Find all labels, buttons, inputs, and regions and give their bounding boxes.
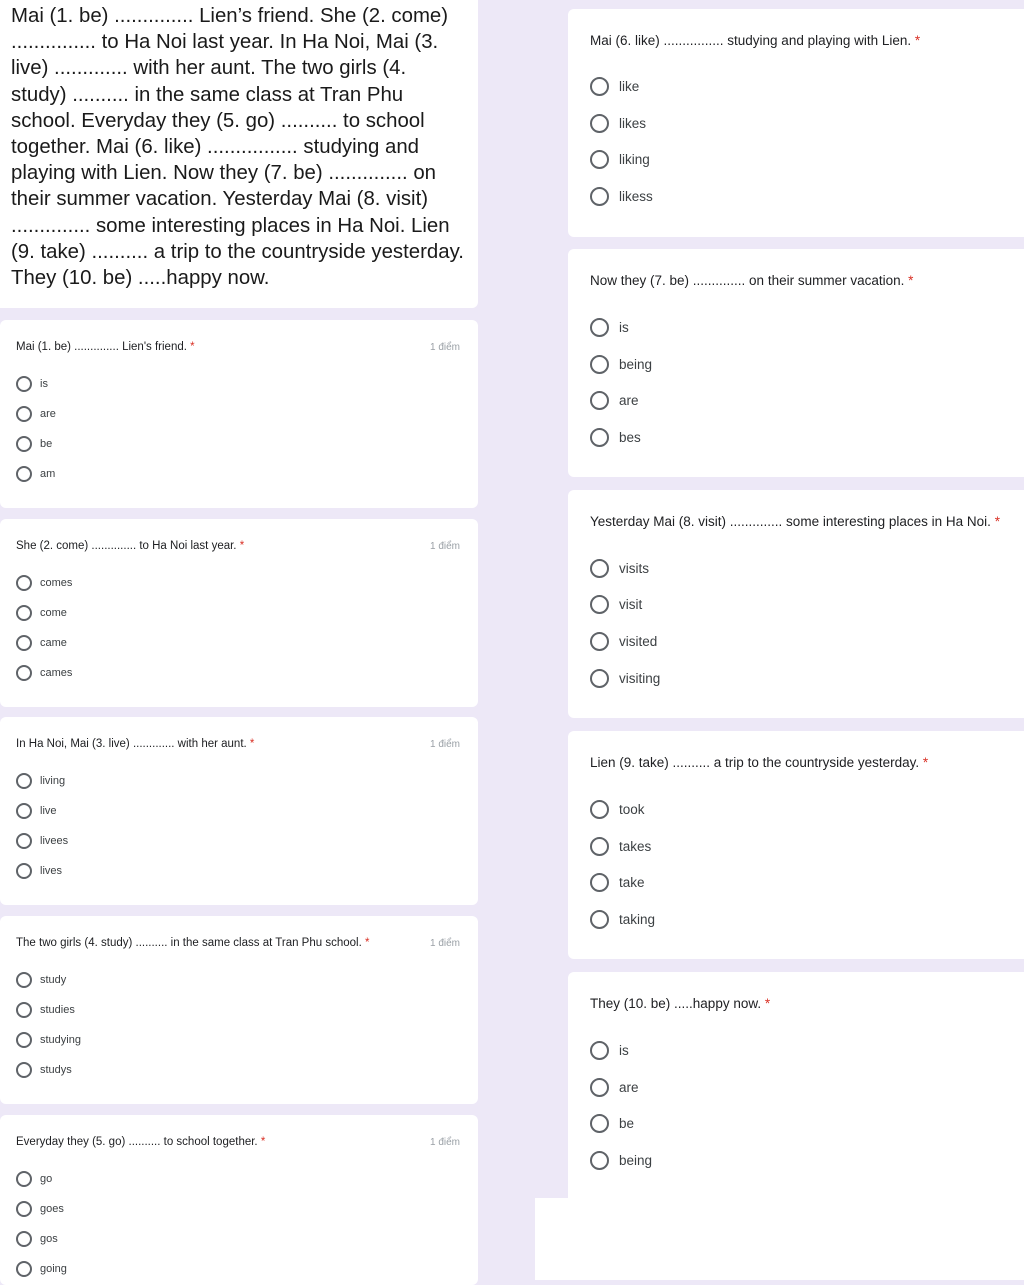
question-title: Mai (1. be) .............. Lien's friend. * [16,341,195,353]
radio-button[interactable] [16,635,32,651]
option-label: lives [40,865,63,877]
radio-button[interactable] [16,972,32,988]
radio-button[interactable] [590,114,609,133]
radio-button[interactable] [16,773,32,789]
radio-button[interactable] [590,187,609,206]
radio-button[interactable] [590,318,609,337]
radio-button[interactable] [590,595,609,614]
question-card-4 [0,916,478,1104]
option-goes[interactable] [16,1201,64,1217]
radio-button[interactable] [16,376,32,392]
question-title: Yesterday Mai (8. visit) .............. some interesting places in Ha Noi. * [590,514,1000,529]
option-study[interactable] [16,972,66,988]
radio-button[interactable] [590,1151,609,1170]
option-gos[interactable] [16,1231,58,1247]
option-label: be [619,1116,635,1131]
option-label: are [619,393,639,408]
option-going[interactable] [16,1261,67,1277]
points-label: 1 điểm [429,541,460,552]
option-visiting[interactable] [590,669,660,688]
option-label: likes [619,116,647,131]
question-card-6 [568,9,1024,237]
radio-button[interactable] [590,391,609,410]
option-be[interactable] [16,436,52,452]
required-asterisk: * [364,937,370,949]
option-being[interactable] [590,355,652,374]
option-label: live [40,805,57,817]
question-card-10 [568,972,1024,1198]
option-bes[interactable] [590,428,641,447]
points-label: 1 điểm [429,342,460,353]
radio-button[interactable] [16,436,32,452]
option-livees[interactable] [16,833,68,849]
option-studies[interactable] [16,1002,75,1018]
required-asterisk: * [994,514,1000,529]
option-is[interactable] [16,376,48,392]
right-column [568,0,1024,1280]
radio-button[interactable] [590,150,609,169]
option-label: are [40,408,56,420]
required-asterisk: * [922,755,929,770]
question-title: In Ha Noi, Mai (3. live) ............. with her aunt. * [16,738,255,750]
option-is[interactable] [590,1041,629,1060]
option-is[interactable] [590,318,629,337]
option-label: going [40,1263,67,1275]
option-label: likess [619,189,653,204]
option-take[interactable] [590,873,645,892]
option-label: take [619,875,645,890]
option-label: living [40,775,66,787]
radio-button[interactable] [16,605,32,621]
required-asterisk: * [914,33,921,48]
radio-button[interactable] [590,669,609,688]
option-being[interactable] [590,1151,652,1170]
option-label: liking [619,152,650,167]
option-visits[interactable] [590,559,649,578]
question-title: She (2. come) .............. to Ha Noi last year. * [16,540,245,552]
question-title: Everyday they (5. go) .......... to school together. * [16,1136,266,1148]
option-label: studies [40,1004,75,1016]
radio-button[interactable] [16,466,32,482]
option-came[interactable] [16,635,67,651]
radio-button[interactable] [590,910,609,929]
option-label: is [619,1043,629,1058]
option-label: cames [40,667,73,679]
option-are[interactable] [16,406,56,422]
radio-button[interactable] [590,1041,609,1060]
option-comes[interactable] [16,575,72,591]
option-label: study [40,974,67,986]
passage-text: Mai (1. be) .............. Lien’s friend. She (2. come) ............... to Ha Noi last year. In Ha Noi, Mai (3. live) ............. with her aunt. The two girls (4. study) .......... in the same class at Tran Phu school. Everyday they (5. go) .......... to school together. Mai (6. like) ................ studying and playing with Lien. Now they (7. be) .............. on their summer vacation. Yesterday Mai (8. visit) .............. some interesting places in Ha Noi. Lien (9. take) .......... a trip to the countryside yesterday. They (10. be) .....happy now. [0,0,478,308]
radio-button[interactable] [16,1032,32,1048]
radio-button[interactable] [590,355,609,374]
question-title: Lien (9. take) .......... a trip to the countryside yesterday. * [590,755,929,770]
required-asterisk: * [908,273,914,288]
option-visit[interactable] [590,595,642,614]
option-live[interactable] [16,803,57,819]
option-label: came [40,637,67,649]
option-label: visits [619,561,649,576]
radio-button[interactable] [590,559,609,578]
option-cames[interactable] [16,665,72,681]
radio-button[interactable] [590,632,609,651]
radio-button[interactable] [590,1078,609,1097]
question-card-1 [0,320,478,508]
question-title: Mai (6. like) ................ studying and playing with Lien. * [590,33,921,48]
radio-button[interactable] [16,803,32,819]
option-are[interactable] [590,391,639,410]
option-likes[interactable] [590,114,646,133]
radio-button[interactable] [590,800,609,819]
radio-button[interactable] [16,863,32,879]
left-column [0,0,478,1280]
points-label: 1 điểm [429,739,460,750]
option-go[interactable] [16,1171,52,1187]
option-label: are [619,1080,639,1095]
question-title: Now they (7. be) .............. on their summer vacation. * [590,273,914,288]
option-taking[interactable] [590,910,655,929]
option-label: like [619,79,640,94]
option-studys[interactable] [16,1062,72,1078]
option-label: being [619,357,653,372]
option-label: takes [619,839,652,854]
option-label: visiting [619,671,661,686]
option-label: being [619,1153,653,1168]
option-label: taking [619,912,656,927]
radio-button[interactable] [590,873,609,892]
radio-button[interactable] [16,406,32,422]
question-card-2 [0,519,478,707]
required-asterisk: * [249,738,255,750]
option-lives[interactable] [16,863,62,879]
question-card-8 [568,490,1024,718]
option-likess[interactable] [590,187,653,206]
option-takes[interactable] [590,837,651,856]
question-title: The two girls (4. study) .......... in the same class at Tran Phu school. * [16,937,370,949]
option-label: studying [40,1034,81,1046]
option-like[interactable] [590,77,639,96]
radio-button[interactable] [16,1171,32,1187]
option-label: visited [619,634,658,649]
option-label: bes [619,430,641,445]
radio-button[interactable] [16,1261,32,1277]
option-studying[interactable] [16,1032,81,1048]
required-asterisk: * [190,341,195,353]
question-card-7 [568,249,1024,477]
radio-button[interactable] [16,1002,32,1018]
required-asterisk: * [260,1136,266,1148]
option-label: took [619,802,645,817]
option-took[interactable] [590,800,645,819]
option-label: am [40,468,56,480]
option-label: is [619,320,629,335]
option-label: goes [40,1203,64,1215]
option-label: visit [619,597,643,612]
option-are[interactable] [590,1078,639,1097]
radio-button[interactable] [16,575,32,591]
points-label: 1 điểm [429,938,460,949]
radio-button[interactable] [16,833,32,849]
question-card-9 [568,731,1024,959]
radio-button[interactable] [16,665,32,681]
radio-button[interactable] [590,1114,609,1133]
option-be[interactable] [590,1114,634,1133]
question-title: They (10. be) .....happy now. * [590,996,771,1011]
option-come[interactable] [16,605,67,621]
option-living[interactable] [16,773,65,789]
option-label: comes [40,577,73,589]
option-label: is [40,378,48,390]
option-label: livees [40,835,69,847]
radio-button[interactable] [16,1062,32,1078]
required-asterisk: * [764,996,771,1011]
question-card-5 [0,1115,478,1285]
option-am[interactable] [16,466,55,482]
option-label: be [40,438,53,450]
question-card-3 [0,717,478,905]
option-visited[interactable] [590,632,657,651]
option-liking[interactable] [590,150,650,169]
option-label: gos [40,1233,58,1245]
radio-button[interactable] [590,837,609,856]
radio-button[interactable] [16,1231,32,1247]
required-asterisk: * [239,540,245,552]
radio-button[interactable] [590,428,609,447]
radio-button[interactable] [16,1201,32,1217]
option-label: go [40,1173,53,1185]
option-label: studys [40,1064,72,1076]
points-label: 1 điểm [429,1137,460,1148]
option-label: come [40,607,67,619]
radio-button[interactable] [590,77,609,96]
